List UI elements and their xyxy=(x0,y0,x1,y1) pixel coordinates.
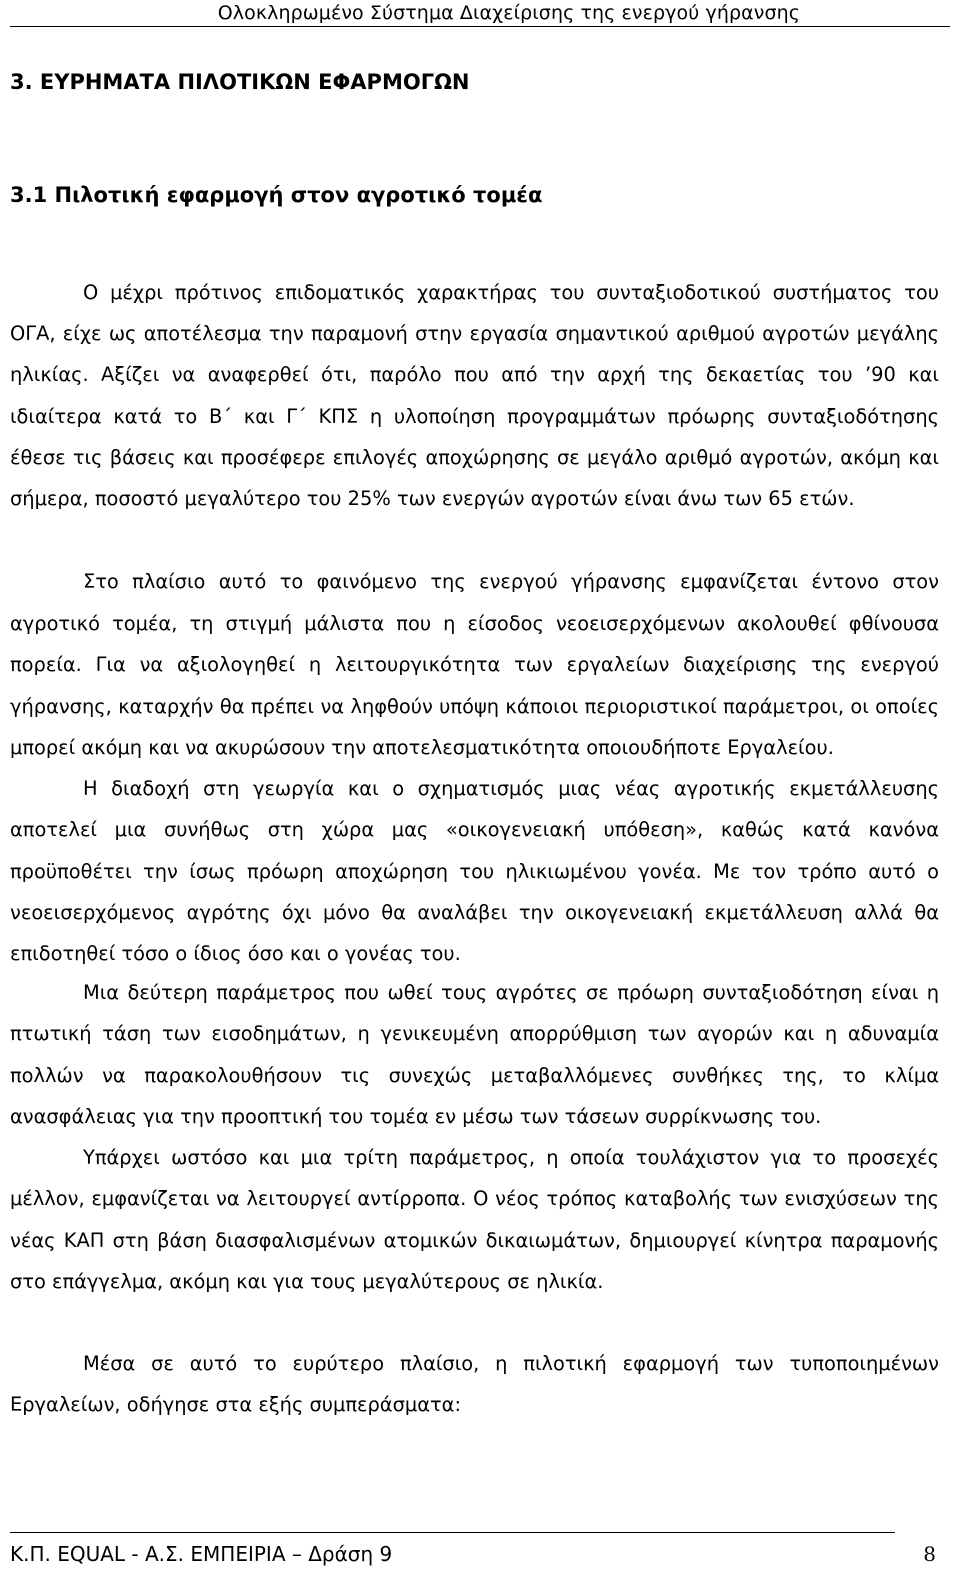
section-title: 3.1 Πιλοτική εφαρμογή στον αγροτικό τομέα xyxy=(10,183,543,207)
running-header xyxy=(10,2,950,27)
chapter-title: 3. ΕΥΡΗΜΑΤΑ ΠΙΛΟΤΙΚΩΝ ΕΦΑΡΜΟΓΩΝ xyxy=(10,70,470,94)
footer-divider xyxy=(10,1532,895,1533)
running-header-title: Ολοκληρωμένο Σύστημα Διαχείρισης της ενεργού γήρανσης xyxy=(217,2,800,24)
footer-program-text: Κ.Π. EQUAL - Α.Σ. ΕΜΠΕΙΡΙΑ – Δράση 9 xyxy=(10,1542,393,1566)
page-number: 8 xyxy=(923,1542,936,1566)
paragraph-active-ageing: Στο πλαίσιο αυτό το φαινόμενο της ενεργού γήρανσης εμφανίζεται έντονο στον αγροτικό τομέα, τη στιγμή μάλιστα που η είσοδος νεοεισερχόμενων ακολουθεί φθίνουσα πορεία. Για να αξιολογηθεί η λειτουργικότητα των εργαλείων διαχείρισης της ενεργού γήρανσης, καταρχήν θα πρέπει να ληφθούν υπόψη κάποιοι περιοριστικοί παράμετροι, οι οποίες μπορεί ακόμη και να ακυρώσουν την αποτελεσματικότητα οποιουδήποτε Εργαλείου. xyxy=(10,570,939,759)
paragraph-conclusions-intro: Μέσα σε αυτό το ευρύτερο πλαίσιο, η πιλοτική εφαρμογή των τυποποιημένων Εργαλείων, οδήγησε στα εξής συμπεράσματα: xyxy=(10,1352,939,1417)
paragraph-succession: Η διαδοχή στη γεωργία και ο σχηματισμός μιας νέας αγροτικής εκμετάλλευσης αποτελεί μια συνήθως στη χώρα μας «οικογενειακή υπόθεση», καθώς κατά κανόνα προϋποθέτει την ίσως πρόωρη αποχώρηση του ηλικιωμένου γονέα. Με τον τρόπο αυτό ο νεοεισερχόμενος αγρότης όχι μόνο θα αναλάβει την οικογενειακή εκμετάλλευση αλλά θα επιδοτηθεί τόσο ο ίδιος όσο και ο γονέας του. xyxy=(10,777,939,966)
paragraph-second-parameter: Μια δεύτερη παράμετρος που ωθεί τους αγρότες σε πρόωρη συνταξιοδότηση είναι η πτωτική τάση των εισοδημάτων, η γενικευμένη απορρύθμιση των αγορών και η αδυναμία πολλών να παρακολουθήσουν τις συνεχώς μεταβαλλόμενες συνθήκες της, το κλίμα ανασφάλειας για την προοπτική του τομέα εν μέσω των τάσεων συρρίκνωσης του. xyxy=(10,981,939,1128)
paragraph-age-structure: Ο μέχρι πρότινος επιδοματικός χαρακτήρας του συνταξιοδοτικού συστήματος του ΟΓΑ, είχε ως αποτέλεσμα την παραμονή στην εργασία σημαντικού αριθμού αγροτών μεγάλης ηλικίας. Αξίζει να αναφερθεί ότι, παρόλο που από την αρχή της δεκαετίας του ’90 και ιδιαίτερα κατά το Β΄ και Γ΄ ΚΠΣ η υλοποίηση προγραμμάτων πρόωρης συνταξιοδότησης έθεσε τις βάσεις και προσέφερε επιλογές αποχώρησης σε μεγάλο αριθμό αγροτών, ακόμη και σήμερα, ποσοστό μεγαλύτερο του 25% των ενεργών αγροτών είναι άνω των 65 ετών. xyxy=(10,281,939,511)
paragraph-third-parameter: Υπάρχει ωστόσο και μια τρίτη παράμετρος, η οποία τουλάχιστον για το προσεχές μέλλον, εμφανίζεται να λειτουργεί αντίρροπα. Ο νέος τρόπος καταβολής των ενισχύσεων της νέας ΚΑΠ στη βάση διασφαλισμένων ατομικών δικαιωμάτων, δημιουργεί κίνητρα παραμονής στο επάγγελμα, ακόμη και για τους μεγαλύτερους σε ηλικία. xyxy=(10,1146,939,1293)
